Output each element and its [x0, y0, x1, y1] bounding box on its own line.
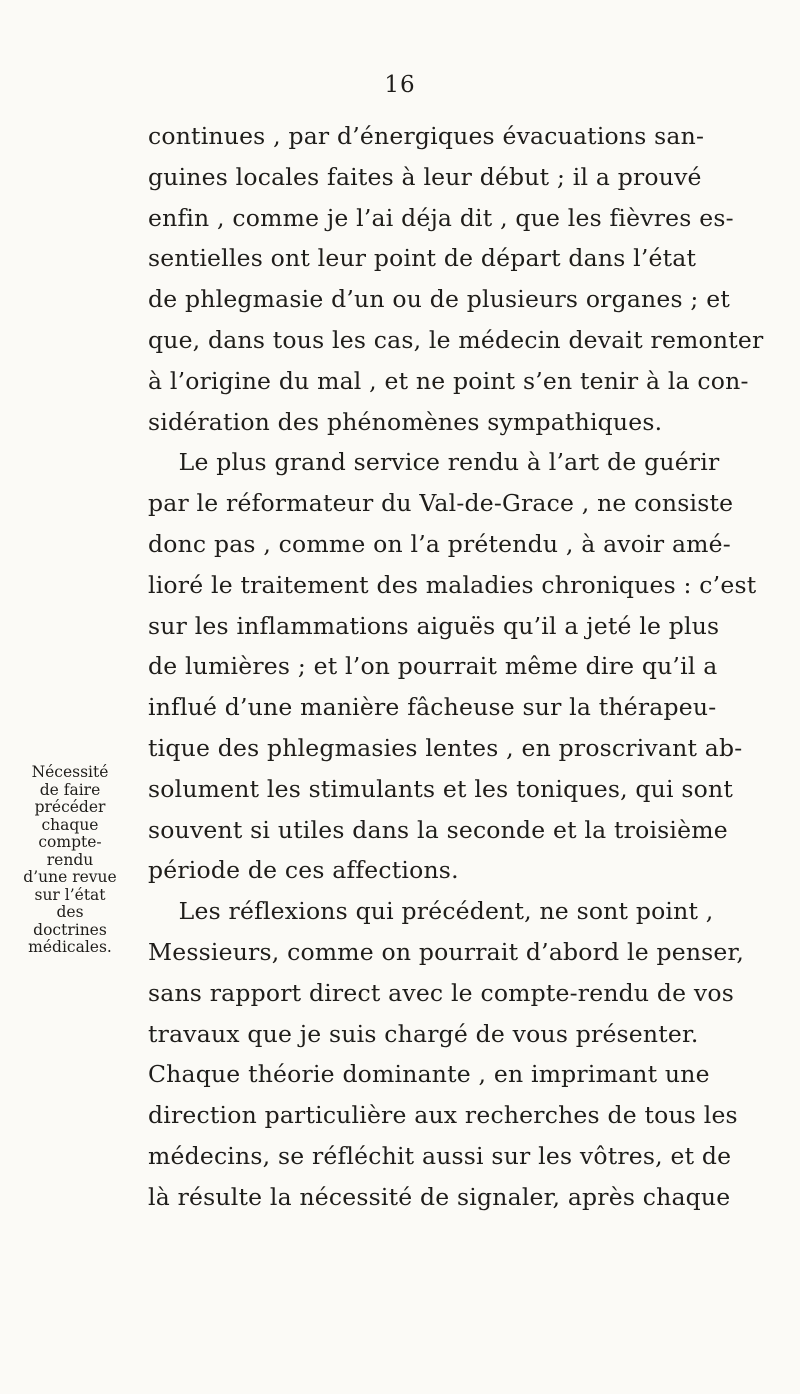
text-line: là résulte la nécessité de signaler, après chaque [148, 1182, 731, 1211]
marginal-note-line: précéder [34, 798, 106, 816]
marginal-note-line: compte- [38, 833, 102, 851]
marginal-note-line: rendu [46, 850, 94, 869]
text-line: tique des phlegmasies lentes , en proscrivant ab- [148, 733, 743, 762]
text-line: direction particulière aux recherches de tous les [148, 1101, 738, 1130]
text-line: sur les inflammations aiguës qu’il a jeté le plus [148, 611, 720, 640]
text-line: à l’origine du mal , et ne point s’en tenir à la con- [148, 366, 749, 395]
text-line: par le réformateur du Val-de-Grace , ne consiste [148, 489, 734, 518]
text-line: Les réflexions qui précédent, ne sont point , [148, 897, 714, 926]
text-line: donc pas , comme on l’a prétendu , à avoir amé- [148, 529, 731, 558]
text-line: période de ces affections. [148, 856, 459, 885]
marginal-note-line: d’une revue [23, 868, 117, 886]
text-line: que, dans tous les cas, le médecin devait remonter [148, 325, 764, 354]
marginal-note-line: Nécessité [31, 763, 109, 781]
text-line: sidération des phénomènes sympathiques. [148, 407, 663, 436]
marginal-note-line: chaque [41, 815, 99, 834]
text-line: de phlegmasie d’un ou de plusieurs organes ; et [148, 285, 730, 314]
text-line: de lumières ; et l’on pourrait même dire qu’il a [148, 652, 718, 681]
marginal-note-line: doctrines [33, 920, 107, 939]
body-text [148, 116, 764, 1218]
page-number: 16 [384, 72, 416, 98]
text-line: travaux que je suis chargé de vous présenter. [148, 1019, 699, 1048]
marginal-note-line: des [56, 903, 84, 921]
text-line: sentielles ont leur point de départ dans l’état [148, 244, 697, 273]
text-line: souvent si utiles dans la seconde et la troisième [148, 815, 728, 844]
text-line: continues , par d’énergiques évacuations san- [148, 122, 705, 150]
text-line: sans rapport direct avec le compte-rendu de vos [148, 978, 735, 1007]
text-line: enfin , comme je l’ai déja dit , que les fièvres es- [148, 203, 734, 232]
text-line: lioré le traitement des maladies chroniques : c’est [148, 570, 757, 599]
marginal-note-line: médicales. [28, 938, 112, 956]
text-line: Le plus grand service rendu à l’art de guérir [148, 448, 720, 477]
text-line: solument les stimulants et les toniques, qui sont [148, 774, 733, 803]
text-line: médecins, se réfléchit aussi sur les vôtres, et de [148, 1141, 732, 1170]
marginal-note [8, 764, 132, 957]
text-line: influé d’une manière fâcheuse sur la thérapeu- [148, 693, 717, 722]
text-line: guines locales faites à leur début ; il a prouvé [148, 162, 702, 191]
marginal-note-line: de faire [39, 780, 101, 799]
text-line: Chaque théorie dominante , en imprimant une [148, 1060, 710, 1089]
marginal-note-line: sur l’état [34, 885, 106, 904]
text-line: Messieurs, comme on pourrait d’abord le penser, [148, 937, 745, 966]
